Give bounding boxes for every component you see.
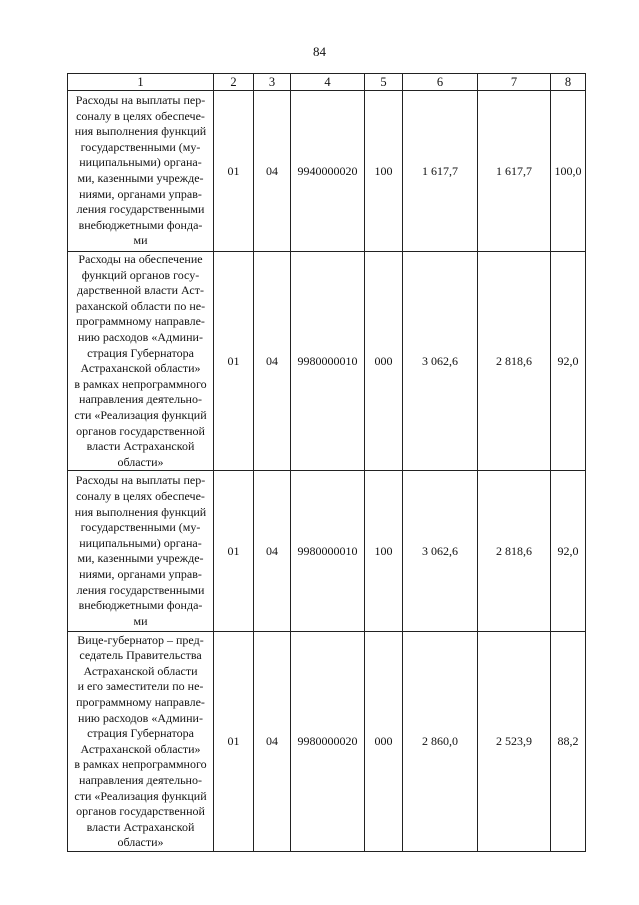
actual-amount: 1 617,7 bbox=[478, 91, 551, 252]
table-row bbox=[68, 91, 586, 252]
page-number: 84 bbox=[313, 44, 326, 59]
execution-percent: 92,0 bbox=[551, 471, 586, 632]
col-header-5: 5 bbox=[365, 74, 403, 91]
subsection-code: 04 bbox=[254, 471, 291, 632]
target-article-code: 9980000010 bbox=[291, 252, 365, 471]
col-header-1: 1 bbox=[68, 74, 214, 91]
subsection-code: 04 bbox=[254, 252, 291, 471]
section-code: 01 bbox=[214, 91, 254, 252]
target-article-code: 9980000010 bbox=[291, 471, 365, 632]
actual-amount: 2 818,6 bbox=[478, 252, 551, 471]
actual-amount: 2 523,9 bbox=[478, 632, 551, 852]
planned-amount: 3 062,6 bbox=[403, 252, 478, 471]
planned-amount: 1 617,7 bbox=[403, 91, 478, 252]
execution-percent: 92,0 bbox=[551, 252, 586, 471]
table-row bbox=[68, 252, 586, 471]
col-header-3: 3 bbox=[254, 74, 291, 91]
header-row bbox=[68, 74, 586, 91]
expense-type-code: 000 bbox=[365, 252, 403, 471]
budget-table bbox=[67, 73, 586, 852]
actual-amount: 2 818,6 bbox=[478, 471, 551, 632]
subsection-code: 04 bbox=[254, 91, 291, 252]
table-row bbox=[68, 471, 586, 632]
section-code: 01 bbox=[214, 632, 254, 852]
row-description: Вице-губернатор – пред- седатель Правительства Астраханской области и его заместители по не- программному направле- нию расходов «Админи- страция Губернатора Астраханской области» в рамках непрограммного направления деятельно- сти «Реализация функций органов государственной власти Астраханской области» bbox=[68, 632, 214, 852]
col-header-2: 2 bbox=[214, 74, 254, 91]
target-article-code: 9980000020 bbox=[291, 632, 365, 852]
col-header-4: 4 bbox=[291, 74, 365, 91]
planned-amount: 3 062,6 bbox=[403, 471, 478, 632]
subsection-code: 04 bbox=[254, 632, 291, 852]
col-header-8: 8 bbox=[551, 74, 586, 91]
planned-amount: 2 860,0 bbox=[403, 632, 478, 852]
row-description: Расходы на выплаты пер- соналу в целях обеспече- ния выполнения функций государственными (му- ниципальными) органа- ми, казенными учрежде- ниями, органами управ- ления государственными внебюджетными фонда- ми bbox=[68, 91, 214, 252]
row-description: Расходы на обеспечение функций органов госу- дарственной власти Аст- раханской области по не- программному направле- нию расходов «Админи- страция Губернатора Астраханской области» в рамках непрограммного направления деятельно- сти «Реализация функций органов государственной власти Астраханской области» bbox=[68, 252, 214, 471]
expense-type-code: 000 bbox=[365, 632, 403, 852]
row-description: Расходы на выплаты пер- соналу в целях обеспече- ния выполнения функций государственными (му- ниципальными) органа- ми, казенными учрежде- ниями, органами управ- ления государственными внебюджетными фонда- ми bbox=[68, 471, 214, 632]
col-header-6: 6 bbox=[403, 74, 478, 91]
execution-percent: 88,2 bbox=[551, 632, 586, 852]
section-code: 01 bbox=[214, 471, 254, 632]
expense-type-code: 100 bbox=[365, 91, 403, 252]
section-code: 01 bbox=[214, 252, 254, 471]
expense-type-code: 100 bbox=[365, 471, 403, 632]
table-row bbox=[68, 632, 586, 852]
execution-percent: 100,0 bbox=[551, 91, 586, 252]
col-header-7: 7 bbox=[478, 74, 551, 91]
target-article-code: 9940000020 bbox=[291, 91, 365, 252]
